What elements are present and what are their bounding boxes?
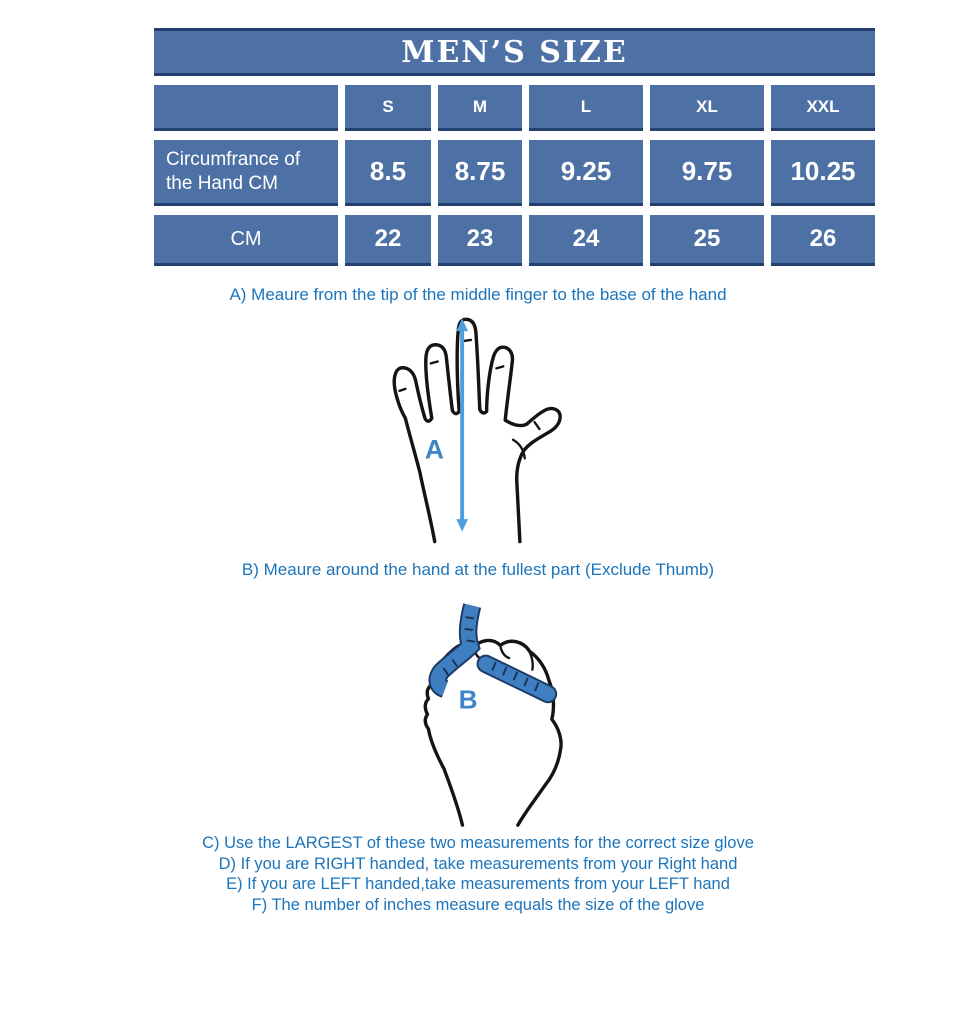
instruction-d: D) If you are RIGHT handed, take measurements from your Right hand — [218, 854, 738, 873]
open-hand-outline — [394, 319, 560, 541]
hand-length-diagram — [376, 314, 562, 546]
circumference-value-m: 8.75 — [438, 140, 522, 206]
table-title: MEN’S SIZE — [154, 28, 875, 76]
fist-tape-diagram — [390, 592, 566, 830]
row-label-circumference: Circumfrance of the Hand CM — [154, 140, 338, 206]
diagram-a-label: A — [424, 434, 445, 465]
row-label-cm: CM — [154, 215, 338, 266]
size-header-blank-cell — [154, 85, 338, 131]
cm-value-s: 22 — [345, 215, 431, 266]
size-header-xxl: XXL — [771, 85, 875, 131]
instruction-c: C) Use the LARGEST of these two measurements for the correct size glove — [202, 834, 754, 852]
instruction-b: B) Meaure around the hand at the fullest part (Exclude Thumb) — [241, 560, 715, 579]
instruction-e: E) If you are LEFT handed,take measurements from your LEFT hand — [226, 875, 730, 893]
circumference-value-s: 8.5 — [345, 140, 431, 206]
circumference-value-xl: 9.75 — [650, 140, 764, 206]
circumference-value-xxl: 10.25 — [771, 140, 875, 206]
size-header-m: M — [438, 85, 522, 131]
diagram-b-label: B — [458, 684, 478, 715]
cm-value-m: 23 — [438, 215, 522, 266]
size-header-xl: XL — [650, 85, 764, 131]
size-header-l: L — [529, 85, 643, 131]
size-header-s: S — [345, 85, 431, 131]
cm-value-l: 24 — [529, 215, 643, 266]
instruction-a: A) Meaure from the tip of the middle finger to the base of the hand — [229, 285, 727, 304]
cm-value-xxl: 26 — [771, 215, 875, 266]
mens-size-table — [154, 28, 875, 266]
instruction-f: F) The number of inches measure equals the size of the glove — [251, 895, 705, 914]
cm-value-xl: 25 — [650, 215, 764, 266]
instructions-c-to-f — [0, 833, 956, 915]
circumference-value-l: 9.25 — [529, 140, 643, 206]
